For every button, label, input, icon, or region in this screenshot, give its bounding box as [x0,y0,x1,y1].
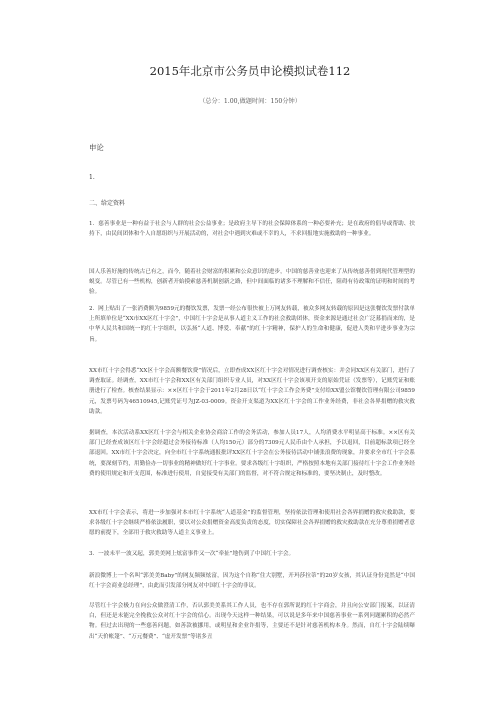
exam-meta: （总分：1.00,做题时间：150分钟） [199,98,301,105]
paragraph-8: 新浪微博上一个名叫“郭美美Baby”的网友频频炫富，因为这个自称“住大别墅，开玛莎拉蒂”的20岁女孩，其认证身份竟然是“中国红十字会商业总经理”，由此而引发部分网友对中国红十字会的非议。 [89,573,415,590]
paragraph-5: 据调查，本次活动系XX区红十字会与相关企业协会商洽工作的会务活动，参加人员17人，人均消费水平明显高于标准。××区有关部门已经查成该区红十字会经超过会务接待标准（人均150元）部分的7309元人民币由个人承担，予以退回，目前超标款项已经全部退回。XX市红十字会决定，向全市红十字系统通报批评XX区红十字会在公务接待活动中铺张浪费的现象，并要求全市红十字会系统，要深刻节约，用勤俭办一切事业的精神做好红十字事业。要求各级红十字组织，严格按照本地有关部门接待红十字会工作业务经费的使用规定和开支范围，标准进行使用，自觉接受有关部门的监督，对不符合规定和标准的，要坚决制止，及时整改。 [89,430,415,477]
paragraph-4: XX市红十字会得悉“XX区十字会高额餐饮费”情况后，立即查成XX区红十字会对情况进行调查核实：并会同XX区有关部门，进行了调查取证。经调查，XX市红十字会和XX区有关部门组织专业人员，对XX区红十字会该项开支的原始凭证（发票等），记账凭证和账册进行了检查。核查结果显示：××区红十字会于2011年2月28日以“红十字会工作会务费”支付给XX盟公馆餐饮管理有限公司9859元，发票号码为46510945,记账凭证号为JZ-03-0009。资金开支渠道为XX区红十字会的工作业务经费，非社会各界捐赠的救灾救助款。 [89,368,415,415]
paragraph-2: 国人乐善好施的传统古已有之，而今，随着社会财富的积累和公众意识的进步，中国的慈善业也迎来了从传统慈善借到现代管理型的蜕变。尽管已有一些机构，创新者开始摸索慈善机制创新之路，但中间面临的诸多不理解和不信任，阻碍有待政策的证明和时间的考验。 [89,269,415,296]
paragraph-1: 1．慈善事业是一种有益于社会与人群的社会公益事业；是政府主导下的社会保障体系的一种必要补充；是在政府的倡导或帮助、扶持下，由民间团体和个人自愿组织与开展活动的，对社会中遇到灾难或不幸的人，不求回报地实施救助的一种事业。 [89,221,415,238]
document-title: 2015年北京市公务员申论模拟试卷112 [149,64,351,78]
paragraph-3: 2．网上贴出了一张消费额为9859元的餐饮发票，发票一经公布很快被上万网友转载，被众多网友转载的原因是这张餐饮发票付款单上所填单位是“XX市XX区红十字会”，中国红十字会是从事人道主义工作的社会救助团体，资金来源是通过社会广泛募捐而来的，是中华人民共和国统一的红十字组织，以弘扬“人道、博爱、奉献”的红十字精神，保护人的生命和健康，促进人类和平进步事业为宗旨。 [89,306,415,343]
section-heading: 申论 [89,143,104,152]
paragraph-6: XX市红十字会表示，将进一步加强对本市红十字系统“人道基金”的监督管理，坚持依法管理和使用社会各界捐赠的救灾救助款，要求各级红十字会继续严格依法履职，要以对公众捐赠资金高度负责的态度，切实保障社会各界捐赠的救灾救助款在充分尊重捐赠者意愿的前提下，全部用于救灾救助等人道主义事业上。 [89,510,415,537]
question-number: 1. [89,174,95,181]
part-heading: 二、给定资料 [89,200,126,207]
paragraph-9: 尽管红十字会极力在向公众做澄清工作，否认郭美美系其工作人员，也不存在郭所说的红十字商会，并且向公安部门报案，以证清白，但还是未能完全挽救公众对红十字会的信心。出现今天这样一种结果，可以说是多年来中国慈善事业一系列问题累积的必然产物。但过去出现的一些慈善问题，如善款被挪用，或明星和企业诈捐等，主要还不是针对慈善机构本身。然而，自红十字会陆续曝出“天价帐篷”、“万元餐费”、“虚开发票”等诸多丑 [89,603,415,640]
paragraph-7: 3．一波未平一波又起，郭美美网上炫富事件又一次“牵扯”地伤到了中国红十字会。 [89,551,295,557]
